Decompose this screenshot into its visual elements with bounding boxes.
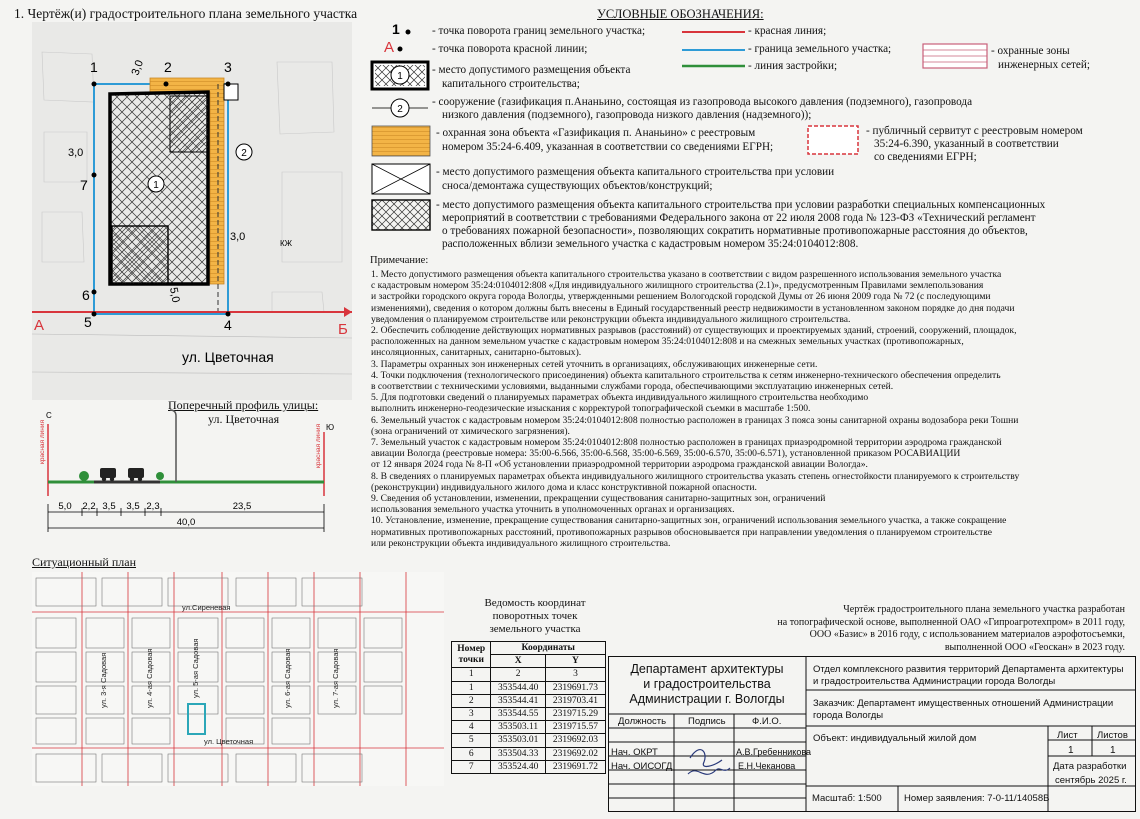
profile-red-label-right: красная линия bbox=[315, 423, 322, 468]
coords-header-num-2: точки bbox=[458, 654, 484, 665]
customer-line: Заказчик: Департамент имущественных отношений Администрации bbox=[813, 698, 1114, 709]
coords-y: 2319715.57 bbox=[545, 721, 605, 734]
street-profile bbox=[36, 404, 346, 539]
note-line: 8. В сведениях о планируемых параметрах объекта индивидуального жилищного строительства указать степень огнестойкости планируемого к строительству bbox=[371, 470, 1020, 482]
source-note-line: Чертёж градостроительного плана земельного участка разработан bbox=[843, 604, 1125, 615]
profile-segment: 2,2 bbox=[82, 501, 96, 512]
note-line: 1. Место допустимого размещения объекта капитального строительства указано в соответствии с видом разрешенного использования земельного участка bbox=[371, 269, 1002, 280]
coords-title-line: земельного участка bbox=[489, 623, 581, 635]
legend-gas-zone-1: - охранная зона объекта «Газификация п. Ананьино» с реестровым bbox=[436, 127, 756, 139]
row1-name: А.В.Гребенникова bbox=[736, 747, 812, 757]
legend-fire-swatch bbox=[372, 200, 430, 230]
legend-boundary: - граница земельного участка; bbox=[748, 43, 892, 55]
legend-zone2-label: 2 bbox=[397, 104, 403, 115]
situation-street: ул. Цветочная bbox=[204, 737, 254, 746]
legend-demolition-1: - место допустимого размещения объекта капитального строительства при условии bbox=[436, 166, 835, 178]
profile-side-left: С bbox=[46, 411, 52, 420]
point-label-2: 2 bbox=[164, 59, 172, 75]
legend-fire-1: - место допустимого размещения объекта капитального строительства при условии разработки специальных компенсационных bbox=[436, 199, 1046, 211]
point-label-5: 5 bbox=[84, 314, 92, 330]
coords-point: 1 bbox=[452, 681, 491, 694]
customer bbox=[813, 698, 1133, 722]
note-line: выполнить инженерно-геодезические изыскания с корректурой топографической съемки в масштабе 1:500. bbox=[371, 403, 811, 415]
dimension-top: 3,0 bbox=[129, 58, 147, 78]
source-note bbox=[720, 604, 1125, 654]
signature-mark bbox=[688, 750, 730, 775]
legend-build-line: - линия застройки; bbox=[748, 60, 838, 72]
coords-index: 3 bbox=[545, 668, 605, 681]
coords-x: 353524.40 bbox=[491, 760, 545, 773]
coords-y: 2319691.72 bbox=[545, 760, 605, 773]
legend-gas-zone-2: номером 35:24-6.409, указанная в соответствии со сведениями ЕГРН; bbox=[442, 141, 774, 153]
dimension-right: 3,0 bbox=[230, 231, 246, 243]
zone-marker-1-label: 1 bbox=[153, 180, 159, 191]
dept-line: Администрации г. Вологды bbox=[629, 692, 785, 706]
row2-position: Нач. ОИСОГД bbox=[611, 761, 673, 772]
org-line: и градостроительства Администрации города Вологды bbox=[813, 676, 1056, 687]
profile-title: Поперечный профиль улицы: bbox=[168, 398, 319, 412]
note-line: 7. Земельный участок с кадастровым номером 35:24:0104012:808 полностью расположен в границах приаэродромной территории аэродрома гражданской bbox=[371, 437, 1002, 449]
legend-eng-zones-1: - охранные зоны bbox=[991, 45, 1070, 57]
point-label-3: 3 bbox=[224, 59, 232, 75]
table-row bbox=[452, 681, 606, 694]
profile-street: ул. Цветочная bbox=[208, 412, 280, 426]
existing-structure bbox=[112, 226, 168, 284]
row1-position: Нач. ОКРТ bbox=[611, 747, 658, 758]
legend-servitude-swatch bbox=[808, 126, 858, 154]
sheet-label: Лист bbox=[1057, 730, 1078, 741]
dimension-bottom: 5,0 bbox=[167, 286, 182, 304]
notes-heading: Примечание: bbox=[370, 255, 429, 266]
coords-point: 5 bbox=[452, 734, 491, 747]
dimension-left: 3,0 bbox=[68, 147, 84, 159]
note-line: использования земельного участка уточнить в уполномоченных органах и организациях. bbox=[371, 504, 735, 516]
legend-demolition-2: сноса/демонтажа существующих объектов/конструкций; bbox=[442, 180, 713, 192]
coords-y: 2319715.29 bbox=[545, 707, 605, 720]
note-line: 3. Параметры охранных зон инженерных сетей уточнить в организациях, обслуживающих инженерные сети. bbox=[371, 358, 818, 370]
dept-name bbox=[610, 662, 804, 707]
coords-title bbox=[460, 597, 610, 636]
notes-block bbox=[371, 269, 1131, 549]
coords-point: 6 bbox=[452, 747, 491, 760]
section-label-b: Б bbox=[338, 321, 348, 338]
note-line: нормативных противопожарных расстояний, противопожарных разрывов обосновывается при направлении уведомления о планируемом строительстве bbox=[371, 526, 992, 538]
note-line: в соответствии с техническими условиями, выданными службами города, обеспечивающими эксплуатацию инженерных сетей. bbox=[371, 381, 894, 393]
situation-street: ул. 7-ая Садовая bbox=[331, 648, 340, 708]
situation-street: ул. 6-ая Садовая bbox=[283, 648, 292, 708]
situation-title: Ситуационный план bbox=[32, 555, 137, 569]
coords-point: 7 bbox=[452, 760, 491, 773]
note-line: 5. Для подготовки сведений о планируемых параметрах объекта индивидуального жилищного строительства необходимо bbox=[371, 392, 869, 404]
object-name: Объект: индивидуальный жилой дом bbox=[813, 733, 977, 744]
coords-x: 353544.40 bbox=[491, 681, 545, 694]
coords-header-x: X bbox=[491, 655, 545, 668]
coords-x: 353544.55 bbox=[491, 707, 545, 720]
note-line: 2. Обеспечить соблюдение действующих нормативных разрывов (расстояний) от существующих и проектируемых зданий, строений, сооружений, площадок, bbox=[371, 325, 1017, 337]
coords-title-line: Ведомость координат bbox=[484, 597, 586, 609]
col-position: Должность bbox=[618, 716, 667, 727]
table-row bbox=[452, 694, 606, 707]
application-number: Номер заявления: 7-0-11/14058В bbox=[904, 793, 1050, 804]
profile-red-label-left: красная линия bbox=[39, 419, 46, 464]
coords-x: 353544.41 bbox=[491, 694, 545, 707]
legend-zone2-1: - сооружение (газификация п.Ананьино, состоящая из газопровода высокого давления (подземного), газопровода bbox=[432, 96, 973, 108]
section-label-a: А bbox=[34, 317, 45, 334]
legend-servitude-1: - публичный сервитут с реестровым номером bbox=[866, 125, 1083, 137]
profile-segment: 2,3 bbox=[146, 501, 160, 512]
legend-fire-4: расположенных вблизи земельного участка с кадастровым номером 35:24:0104012:808. bbox=[442, 238, 859, 250]
row2-name: Е.Н.Чеканова bbox=[738, 761, 796, 771]
note-line: (реконструкции) индивидуального жилого дома и класс конструктивной пожарной опасности. bbox=[371, 481, 757, 493]
note-line: или реконструкции объекта индивидуального жилищного строительства. bbox=[371, 537, 671, 549]
sheets-value: 1 bbox=[1110, 745, 1116, 756]
legend-servitude-2: 35:24-6.390, указанный в соответствии bbox=[874, 138, 1059, 150]
profile-segment: 3,5 bbox=[126, 501, 140, 512]
date-value: сентябрь 2025 г. bbox=[1055, 775, 1127, 786]
table-row bbox=[452, 747, 606, 760]
note-line: 4. Точки подключения (технологического присоединения) объекта капитального строительства к сетям инженерно-технического обеспечения определить bbox=[371, 369, 1001, 381]
legend-fire-2: мероприятий в соответствии с требованиями Федерального закона от 22 июля 2008 года № 123-ФЗ «Технический регламент bbox=[442, 212, 1036, 224]
coords-header-coords: Координаты bbox=[491, 642, 606, 655]
street-label: ул. Цветочная bbox=[182, 349, 274, 365]
legend-turn-point: - точка поворота границ земельного участка; bbox=[432, 25, 646, 37]
legend-gas-zone-swatch bbox=[372, 126, 430, 156]
legend-fire-3: о требованиях пожарной безопасности», позволяющих сократить нормативные противопожарные расстояния до объектов, bbox=[442, 225, 1028, 237]
coords-point: 4 bbox=[452, 721, 491, 734]
note-line: уведомления о планируемом строительстве или реконструкции объекта индивидуального жилищного строительства. bbox=[371, 313, 851, 325]
legend-title: УСЛОВНЫЕ ОБОЗНАЧЕНИЯ: bbox=[597, 7, 764, 21]
note-line: авиации Вологда (реестровые номера: 35:00-6.566, 35:00-6.568, 35:00-6.569, 35:00-6.570, 35:00-6.571), установленной приказом РОСАВИАЦИИ bbox=[371, 448, 961, 460]
legend-eng-zones-2: инженерных сетей; bbox=[998, 59, 1090, 71]
legend-zone2-2: низкого давления (подземного), газопровода низкого давления (надземного)); bbox=[442, 109, 812, 121]
table-row bbox=[452, 721, 606, 734]
legend-servitude-3: со сведениями ЕГРН; bbox=[874, 151, 977, 163]
scale: Масштаб: 1:500 bbox=[812, 793, 882, 804]
situation-street: ул. 4-ая Садовая bbox=[145, 648, 154, 708]
situation-street: ул. 3-я Садовая bbox=[99, 652, 108, 708]
coords-index: 1 bbox=[452, 668, 491, 681]
date-label: Дата разработки bbox=[1053, 761, 1127, 772]
zone-marker-2-label: 2 bbox=[241, 148, 247, 159]
legend-zone1-1: - место допустимого размещения объекта bbox=[432, 64, 631, 76]
note-line: 9. Сведения об установлении, изменении, прекращении существования санитарно-защитных зон, ограничений bbox=[371, 493, 826, 505]
profile-segment: 3,5 bbox=[102, 501, 116, 512]
legend-point-number: 1 bbox=[392, 21, 400, 37]
table-row bbox=[452, 734, 606, 747]
sheets-label: Листов bbox=[1097, 730, 1128, 741]
profile-trees bbox=[79, 471, 164, 481]
col-name: Ф.И.О. bbox=[752, 716, 782, 727]
profile-side-right: Ю bbox=[326, 423, 335, 432]
situation-street: ул. 5-ая Садовая bbox=[191, 638, 200, 698]
coords-point: 2 bbox=[452, 694, 491, 707]
col-sign: Подпись bbox=[688, 716, 726, 727]
profile-segment: 5,0 bbox=[58, 501, 72, 512]
street-lamp bbox=[170, 410, 176, 482]
drawing-title: 1. Чертёж(и) градостроительного плана земельного участка bbox=[14, 6, 358, 21]
profile-total: 40,0 bbox=[176, 517, 196, 528]
legend-red-point: - точка поворота красной линии; bbox=[432, 43, 588, 55]
demolition-zone bbox=[170, 96, 208, 152]
coords-table bbox=[451, 641, 606, 774]
note-line: расположенных на данном земельном участке с кадастровым номером 35:24:0104012:808 и на смежных земельных участках (противопожарных, bbox=[371, 336, 964, 348]
profile-cars bbox=[100, 468, 144, 481]
note-line: (зона ограничений от химического загрязнения). bbox=[371, 425, 570, 437]
org-name bbox=[813, 664, 1133, 688]
coords-header-num bbox=[452, 642, 491, 668]
note-line: 6. Земельный участок с кадастровым номером 35:24:0104012:808 полностью расположен в границах 3 пояса зоны санитарной охраны водозабора реки Тошни bbox=[371, 414, 1019, 426]
customer-line: города Вологды bbox=[813, 710, 884, 721]
sheet-value: 1 bbox=[1068, 745, 1074, 756]
source-note-line: выполненной ООО «Геоскан» в 2023 году. bbox=[944, 641, 1125, 653]
coords-index: 2 bbox=[491, 668, 545, 681]
point-label-1: 1 bbox=[90, 59, 98, 75]
note-line: изменениями), сведения о котором должны быть внесены в Единый государственный реестр недвижимости в установленном законом порядке до дня подачи bbox=[371, 302, 1015, 314]
profile-segment: 23,5 bbox=[232, 501, 252, 512]
source-note-line: на топографической основе, выполненной ОАО «Гипроагротехпром» в 2011 году, bbox=[777, 616, 1125, 628]
point-label-6: 6 bbox=[82, 287, 90, 303]
note-line: инсоляционных, санитарных, санитарно-бытовых). bbox=[371, 347, 582, 359]
coords-point: 3 bbox=[452, 707, 491, 720]
coords-x: 353503.01 bbox=[491, 734, 545, 747]
coords-header-num-1: Номер bbox=[457, 643, 486, 654]
coords-title-line: поворотных точек bbox=[492, 610, 578, 622]
coords-y: 2319691.73 bbox=[545, 681, 605, 694]
situation-plan bbox=[32, 572, 444, 786]
legend-red-point-letter: А bbox=[384, 39, 395, 56]
note-line: от 12 января 2024 года № 8-П «Об установлении приаэродромной территории аэродрома гражданской авиации Вологда». bbox=[371, 459, 868, 471]
legend-zone1-label: 1 bbox=[397, 71, 403, 82]
source-note-line: ООО «Базис» в 2016 году, с использованием материалов аэрофотосъемки, bbox=[809, 629, 1125, 640]
situation-street: ул.Сиреневая bbox=[182, 603, 231, 612]
coords-header-y: Y bbox=[545, 655, 605, 668]
coords-x: 353504.33 bbox=[491, 747, 545, 760]
neighbor-structure bbox=[224, 84, 238, 100]
legend-zone1-2: капитального строительства; bbox=[442, 78, 580, 90]
point-label-7: 7 bbox=[80, 177, 88, 193]
table-row bbox=[452, 707, 606, 720]
legend-red-line: - красная линия; bbox=[748, 25, 827, 37]
coords-y: 2319703.41 bbox=[545, 694, 605, 707]
site-drawing bbox=[32, 22, 352, 400]
note-line: 10. Установление, изменение, прекращение существования санитарно-защитных зон, ограничений использования земельного участка, а также сокращение bbox=[371, 515, 1007, 527]
org-line: Отдел комплексного развития территорий Департамента архитектуры bbox=[813, 664, 1124, 675]
neighbor-label: КЖ bbox=[280, 239, 293, 248]
coords-x: 353503.11 bbox=[491, 721, 545, 734]
coords-y: 2319692.03 bbox=[545, 734, 605, 747]
coords-y: 2319692.02 bbox=[545, 747, 605, 760]
dept-line: Департамент архитектуры bbox=[630, 662, 784, 676]
point-label-4: 4 bbox=[224, 317, 232, 333]
note-line: и застройки городского округа города Вологды, утвержденными решением Вологодской городской Думы от 26 июня 2009 года № 72 (с последующими bbox=[371, 291, 991, 303]
note-line: с кадастровым номером 35:24:0104012:808 «Для индивидуального жилищного строительства (2.1)», предусмотренным Правилами землепользования bbox=[371, 280, 984, 292]
table-row bbox=[452, 760, 606, 773]
dept-line: и градостроительства bbox=[643, 677, 771, 691]
